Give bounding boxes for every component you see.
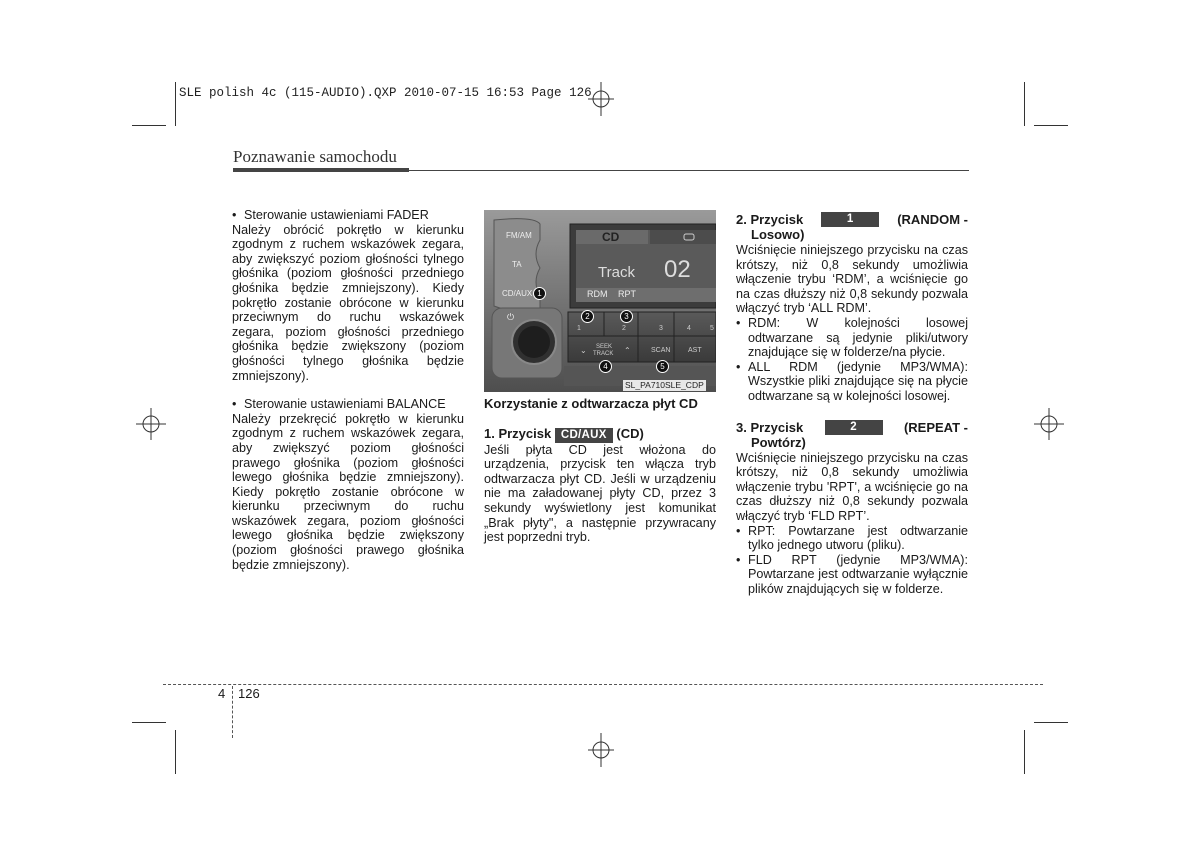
preset-2-button-label: 2: [825, 420, 883, 435]
cd-player-heading: Korzystanie z odtwarzacza płyt CD: [484, 396, 698, 411]
display-cd: CD: [602, 230, 620, 244]
preset-3: 3: [659, 325, 663, 332]
column-right: [736, 212, 968, 596]
item3-text: Wciśnięcie niniejszego przycisku na czas krótszy, niż 0,8 sekundy umożliwia włączenie trybu 'RPT', a wciśnięcie go na czas dłuższy niż 0,8 sekundy pozwala włączyć tryb ‘FLD RPT’.: [736, 450, 968, 523]
item1-heading: [484, 426, 716, 443]
section-title: Poznawanie samochodu: [233, 147, 397, 166]
item1-text: Jeśli płyta CD jest włożona do urządzenia, przycisk ten włącza tryb odtwarzacza płyt CD. Jeśli w urządzeniu nie ma załadowanej płyty CD, przez 3 sekundy wyświetlony jest komunikat „Brak płyty", a następnie przywracany jest poprzedni tryb.: [484, 442, 716, 545]
column-middle: [484, 397, 716, 545]
display-number: 02: [664, 256, 691, 283]
item2-bullet-all-rdm: • ALL RDM (jedynie MP3/WMA): Wszystkie pliki znajdujące się na płycie odtwarzane są w kolejności losowej.: [736, 360, 968, 404]
preset-5: 5: [710, 325, 714, 332]
registration-mark-left: [136, 408, 166, 440]
item1-prefix: 1. Przycisk: [484, 425, 552, 441]
seek-up-icon: ⌃: [624, 346, 631, 355]
registration-mark-top: [586, 82, 616, 116]
balance-heading: • Sterowanie ustawieniami BALANCE: [232, 397, 464, 412]
callout-badge-4: 4: [599, 360, 612, 373]
ast-label: AST: [688, 347, 702, 354]
footer-divider: [232, 686, 233, 738]
preset-2: 2: [622, 325, 626, 332]
footer-rule: [163, 684, 1043, 685]
ta-button: TA: [512, 260, 522, 269]
registration-mark-right: [1034, 408, 1064, 440]
item3-bullet-fld-rpt: • FLD RPT (jedynie MP3/WMA): Powtarzane jest odtwarzanie wyłącznie plików znajdujących się w folderze.: [736, 553, 968, 597]
item3-bullet-rpt: • RPT: Powtarzane jest odtwarzanie tylko jednego utworu (pliku).: [736, 524, 968, 553]
fader-text: Należy obrócić pokrętło w kierunku zgodnym z ruchem wskazówek zegara, aby zwiększyć poziom głośności tylnego głośnika (poziom głośności przedniego głośnika będzie zmniejszony). Kiedy pokrętło zostanie obrócone w kierunku przeciwnym do ruchu wskazówek zegara, poziom głośności przedniego głośnika będzie zwiększony (poziom głośności tylnego głośnika będzie zmniejszony).: [232, 222, 464, 383]
seek-label: SEEK: [596, 344, 613, 350]
item3-suffix-2: Powtórz): [751, 434, 806, 450]
display-track: Track: [598, 264, 635, 281]
cdaux-button: CD/AUX: [502, 289, 533, 298]
item2-suffix-2: Losowo): [751, 227, 805, 242]
fader-heading: • Sterowanie ustawieniami FADER: [232, 208, 464, 223]
item3-suffix: (REPEAT -: [903, 419, 968, 435]
preset-4: 4: [687, 325, 691, 332]
registration-mark-bottom: [586, 733, 616, 767]
chapter-number: 4: [218, 686, 226, 701]
item3-heading: [736, 420, 968, 435]
scan-label: SCAN: [651, 347, 671, 354]
balance-text: Należy przekręcić pokrętło w kierunku zgodnym z ruchem wskazówek zegara, aby zwiększyć poziom głośności prawego głośnika (poziom głośności lewego głośnika będzie zmniejszony). Kiedy pokrętło zostanie obrócone w kierunku przeciwnym do ruchu wskazówek zegara, poziom głośności lewego głośnika będzie zwiększony (poziom głośności prawego głośnika będzie zmniejszony).: [232, 411, 464, 572]
cdaux-button-label: CD/AUX: [555, 428, 613, 443]
preset-1: 1: [577, 325, 581, 332]
callout-badge-2: 2: [581, 310, 594, 323]
item2-suffix: (RANDOM -: [897, 212, 968, 227]
item2-text: Wciśnięcie niniejszego przycisku na czas krótszy, niż 0,8 sekundy umożliwia włączenie trybu ‘RDM’, a wciśnięcie go na czas dłuższy niż 0,8 sekundy pozwala włączyć tryb ‘ALL RDM’.: [736, 243, 968, 316]
item2-bullet-rdm: • RDM: W kolejności losowej odtwarzane są jedynie pliki/utwory znajdujące się w folderze/na płycie.: [736, 316, 968, 360]
track-label: TRACK: [593, 351, 614, 357]
callout-badge-1: 1: [533, 287, 546, 300]
display-rdm: RDM: [587, 289, 608, 299]
seek-down-icon: ⌄: [580, 346, 587, 355]
column-left: [232, 208, 464, 572]
preset-1-button-label: 1: [821, 212, 879, 227]
callout-badge-3: 3: [620, 310, 633, 323]
display-rpt: RPT: [618, 289, 636, 299]
item1-suffix: (CD): [616, 425, 644, 441]
svg-text:⏻: ⏻: [507, 313, 515, 323]
section-title-rule: [409, 170, 969, 171]
figure-caption: SL_PA710SLE_CDP: [625, 380, 704, 390]
item2-prefix: 2. Przycisk: [736, 212, 804, 227]
section-title-bar: [233, 168, 409, 172]
item2-heading: [736, 212, 968, 227]
callout-badge-5: 5: [656, 360, 669, 373]
page-number: 126: [238, 686, 260, 701]
fmam-button: FM/AM: [506, 231, 532, 240]
radio-illustration: [484, 210, 716, 392]
item3-prefix: 3. Przycisk: [736, 419, 804, 435]
print-slug: SLE polish 4c (115-AUDIO).QXP 2010-07-15 16:53 Page 126: [179, 86, 592, 100]
